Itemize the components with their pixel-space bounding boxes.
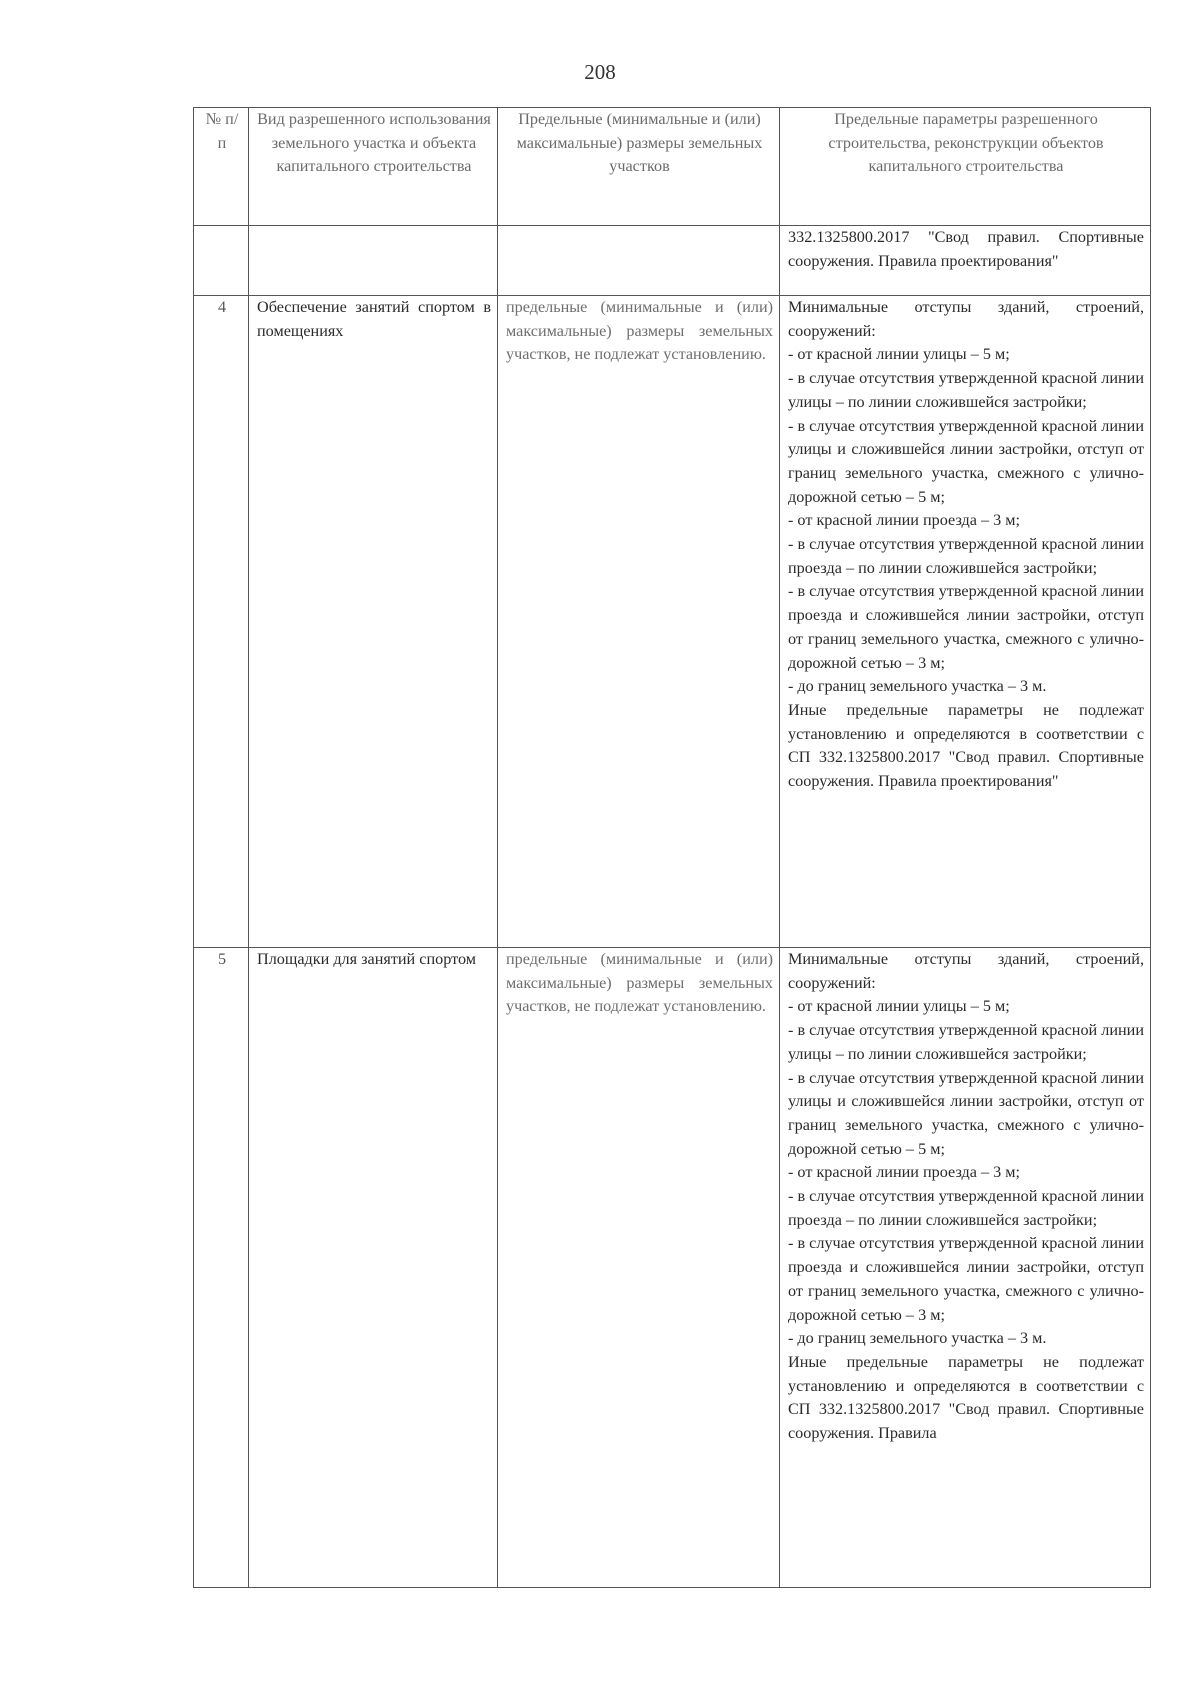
param-line: - в случае отсутствия утвержденной красной линии улицы и сложившейся линии застройки, отступ от границ земельного участка, смежного с улично-дорожной сетью – 5 м;: [788, 416, 1144, 506]
header-plot-sizes: Предельные (минимальные и (или) максимальные) размеры земельных участков: [498, 108, 780, 226]
param-line: - в случае отсутствия утвержденной красной линии проезда – по линии сложившейся застройки;: [788, 1187, 1144, 1229]
continuation-row: [194, 226, 1151, 296]
table-row: [194, 948, 1151, 1588]
header-building-params: Предельные параметры разрешенного строительства, реконструкции объектов капитального строительства: [780, 108, 1151, 226]
param-line: Иные предельные параметры не подлежат установлению и определяются в соответствии с СП 332.1325800.2017 "Свод правил. Спортивные сооружения. Правила проектирования": [788, 700, 1144, 791]
page-number: 208: [584, 60, 616, 84]
continuation-building-params: 332.1325800.2017 "Свод правил. Спортивные сооружения. Правила проектирования": [780, 226, 1151, 296]
header-use-type: Вид разрешенного использования земельного участка и объекта капитального строительства: [249, 108, 498, 226]
param-line: Минимальные отступы зданий, строений, сооружений:: [788, 950, 1144, 992]
param-line: - в случае отсутствия утвержденной красной линии проезда – по линии сложившейся застройки;: [788, 535, 1144, 577]
param-line: - в случае отсутствия утвержденной красной линии улицы – по линии сложившейся застройки;: [788, 369, 1144, 411]
param-line: - от красной линии проезда – 3 м;: [788, 1163, 1021, 1182]
row-use-type: Площадки для занятий спортом: [249, 948, 498, 1588]
row-building-params: [780, 296, 1151, 948]
param-line: - от красной линии улицы – 5 м;: [788, 345, 1010, 364]
param-line: - в случае отсутствия утвержденной красной линии проезда и сложившейся линии застройки, отступ от границ земельного участка, смежного с улично-дорожной сетью – 3 м;: [788, 1234, 1144, 1324]
continuation-num: [194, 226, 249, 296]
param-line: - в случае отсутствия утвержденной красной линии улицы и сложившейся линии застройки, отступ от границ земельного участка, смежного с улично-дорожной сетью – 5 м;: [788, 1068, 1144, 1158]
row-plot-sizes: предельные (минимальные и (или) максимальные) размеры земельных участков, не подлежат установлению.: [498, 296, 780, 948]
table-row: [194, 296, 1151, 948]
param-line: - в случае отсутствия утвержденной красной линии проезда и сложившейся линии застройки, отступ от границ земельного участка, смежного с улично-дорожной сетью – 3 м;: [788, 582, 1144, 672]
param-line: - до границ земельного участка – 3 м.: [788, 1329, 1047, 1348]
row-num: 4: [194, 296, 249, 948]
param-line: - в случае отсутствия утвержденной красной линии улицы – по линии сложившейся застройки;: [788, 1021, 1144, 1063]
continuation-plot-sizes: [498, 226, 780, 296]
row-use-type: Обеспечение занятий спортом в помещениях: [249, 296, 498, 948]
param-line: Иные предельные параметры не подлежат установлению и определяются в соответствии с СП 332.1325800.2017 "Свод правил. Спортивные сооружения. Правила: [788, 1352, 1144, 1443]
row-num: 5: [194, 948, 249, 1588]
row-building-params: [780, 948, 1151, 1588]
regulations-table: [193, 107, 1151, 1588]
param-line: - до границ земельного участка – 3 м.: [788, 677, 1047, 696]
header-num: № п/п: [194, 108, 249, 226]
header-row: [194, 108, 1151, 226]
param-line: - от красной линии улицы – 5 м;: [788, 997, 1010, 1016]
continuation-use-type: [249, 226, 498, 296]
param-line: - от красной линии проезда – 3 м;: [788, 511, 1021, 530]
row-plot-sizes: предельные (минимальные и (или) максимальные) размеры земельных участков, не подлежат установлению.: [498, 948, 780, 1588]
param-line: Минимальные отступы зданий, строений, сооружений:: [788, 298, 1144, 340]
